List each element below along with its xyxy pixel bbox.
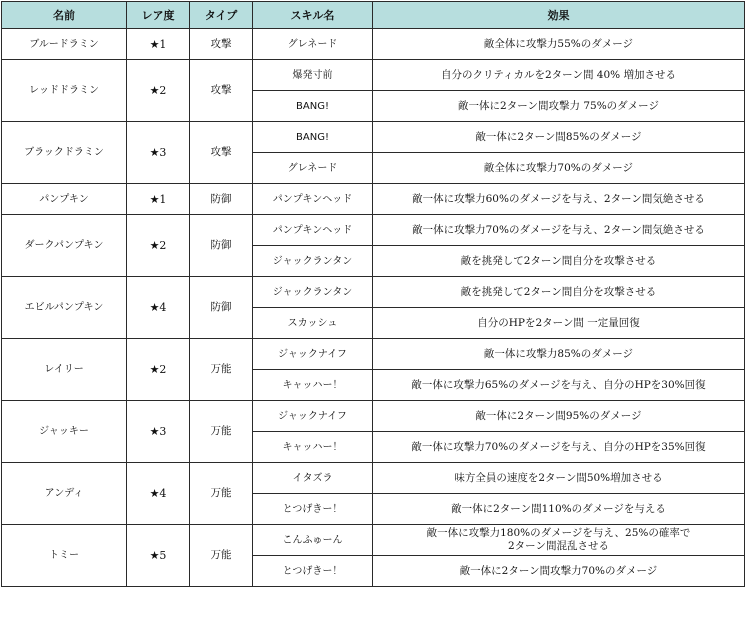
table-row [2,277,745,308]
character-name-cell: レッドドラミン [2,60,127,122]
rarity-cell: ★2 [127,339,190,401]
skill-effect-cell: 敵一体に攻撃力85%のダメージ [373,339,745,370]
rarity-cell: ★4 [127,463,190,525]
type-cell: 万能 [190,339,253,401]
rarity-cell: ★4 [127,277,190,339]
character-name-cell: ダークパンプキン [2,215,127,277]
skill-effect-cell: 敵一体に攻撃力70%のダメージを与え、2ターン間気絶させる [373,215,745,246]
skill-name-cell: キャッハー！ [253,432,373,463]
type-cell: 防御 [190,184,253,215]
type-cell: 万能 [190,463,253,525]
rarity-cell: ★1 [127,29,190,60]
table-row [2,29,745,60]
rarity-cell: ★5 [127,525,190,587]
skill-effect-cell: 敵一体に2ターン間攻撃力70%のダメージ [373,556,745,587]
table-body [2,29,745,587]
skill-name-cell: こんふゅーん [253,525,373,556]
skill-effect-cell: 敵全体に攻撃力55%のダメージ [373,29,745,60]
type-cell: 攻撃 [190,122,253,184]
table-row [2,401,745,432]
skill-name-cell: キャッハー！ [253,370,373,401]
character-name-cell: レイリー [2,339,127,401]
rarity-cell: ★2 [127,60,190,122]
header-skill-name: スキル名 [253,2,373,29]
skill-name-cell: グレネード [253,29,373,60]
skill-name-cell: ジャックランタン [253,246,373,277]
skill-name-cell: イタズラ [253,463,373,494]
type-cell: 攻撃 [190,29,253,60]
table-row [2,463,745,494]
skill-name-cell: ジャックナイフ [253,401,373,432]
skill-effect-cell: 敵を挑発して2ターン間自分を攻撃させる [373,277,745,308]
table-row [2,122,745,153]
character-name-cell: トミー [2,525,127,587]
skill-effect-cell: 敵全体に攻撃力70%のダメージ [373,153,745,184]
skill-effect-cell: 敵一体に2ターン間攻撃力 75%のダメージ [373,91,745,122]
character-name-cell: ブルードラミン [2,29,127,60]
character-name-cell: エビルパンプキン [2,277,127,339]
skill-name-cell: グレネード [253,153,373,184]
skill-effect-cell: 敵一体に2ターン間95%のダメージ [373,401,745,432]
rarity-cell: ★1 [127,184,190,215]
skill-name-cell: パンプキンヘッド [253,184,373,215]
table-row [2,525,745,556]
table-row [2,60,745,91]
skill-effect-cell: 敵一体に2ターン間110%のダメージを与える [373,494,745,525]
skill-name-cell: とつげきー！ [253,556,373,587]
character-name-cell: ジャッキー [2,401,127,463]
rarity-cell: ★2 [127,215,190,277]
skill-name-cell: BANG! [253,91,373,122]
skill-name-cell: パンプキンヘッド [253,215,373,246]
skill-name-cell: ジャックナイフ [253,339,373,370]
skill-effect-cell: 敵を挑発して2ターン間自分を攻撃させる [373,246,745,277]
type-cell: 攻撃 [190,60,253,122]
character-name-cell: パンプキン [2,184,127,215]
table-header [2,2,745,29]
character-skill-table [1,1,745,587]
header-rarity: レア度 [127,2,190,29]
skill-effect-cell: 自分のHPを2ターン間 一定量回復 [373,308,745,339]
type-cell: 万能 [190,525,253,587]
header-name: 名前 [2,2,127,29]
skill-name-cell: スカッシュ [253,308,373,339]
rarity-cell: ★3 [127,401,190,463]
skill-effect-cell: 味方全員の速度を2ターン間50%増加させる [373,463,745,494]
type-cell: 防御 [190,277,253,339]
table-row [2,339,745,370]
skill-effect-cell: 敵一体に攻撃力65%のダメージを与え、自分のHPを30%回復 [373,370,745,401]
type-cell: 万能 [190,401,253,463]
skill-effect-cell: 自分のクリティカルを2ターン間 40% 増加させる [373,60,745,91]
skill-name-cell: ジャックランタン [253,277,373,308]
skill-effect-cell: 敵一体に攻撃力60%のダメージを与え、2ターン間気絶させる [373,184,745,215]
table-row [2,184,745,215]
skill-effect-cell: 敵一体に攻撃力180%のダメージを与え、25%の確率で 2ターン間混乱させる [373,525,745,556]
skill-name-cell: 爆発寸前 [253,60,373,91]
table-row [2,215,745,246]
header-type: タイプ [190,2,253,29]
skill-effect-cell: 敵一体に2ターン間85%のダメージ [373,122,745,153]
header-effect: 効果 [373,2,745,29]
skill-effect-cell: 敵一体に攻撃力70%のダメージを与え、自分のHPを35%回復 [373,432,745,463]
character-name-cell: ブラックドラミン [2,122,127,184]
character-name-cell: アンディ [2,463,127,525]
type-cell: 防御 [190,215,253,277]
skill-name-cell: とつげきー！ [253,494,373,525]
skill-name-cell: BANG! [253,122,373,153]
header-row [2,2,745,29]
rarity-cell: ★3 [127,122,190,184]
